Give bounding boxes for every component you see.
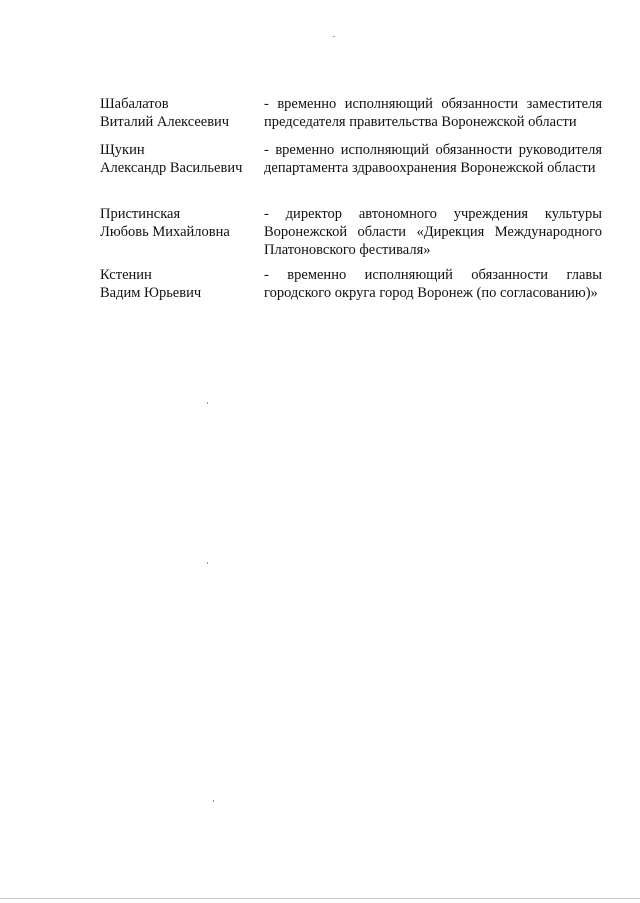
member-position: - временно исполняющий обязанности руководителя департамента здравоохранения Воронежской области bbox=[264, 142, 602, 176]
member-surname: Пристинская bbox=[100, 206, 181, 222]
page-bottom-edge bbox=[0, 898, 640, 899]
scan-speck bbox=[213, 800, 214, 802]
member-name bbox=[100, 141, 260, 177]
scan-speck bbox=[333, 36, 335, 37]
member-surname: Щукин bbox=[100, 142, 145, 158]
member-given-names: Вадим Юрьевич bbox=[100, 285, 202, 301]
member-position: - временно исполняющий обязанности заместителя председателя правительства Воронежской области bbox=[264, 96, 602, 130]
member-position: - временно исполняющий обязанности главы городского округа город Воронеж (по согласованию)» bbox=[264, 267, 602, 301]
scan-speck bbox=[207, 402, 208, 404]
member-name bbox=[100, 266, 260, 302]
member-name bbox=[100, 95, 260, 131]
member-surname: Шабалатов bbox=[100, 96, 169, 112]
member-name bbox=[100, 205, 260, 241]
member-surname: Кстенин bbox=[100, 267, 152, 283]
member-given-names: Любовь Михайловна bbox=[100, 224, 230, 240]
scan-speck bbox=[207, 562, 208, 564]
member-position: - директор автономного учреждения культуры Воронежской области «Дирекция Международного Платоновского фестиваля» bbox=[264, 206, 602, 258]
member-given-names: Виталий Алексеевич bbox=[100, 114, 230, 130]
member-given-names: Александр Васильевич bbox=[100, 160, 243, 176]
